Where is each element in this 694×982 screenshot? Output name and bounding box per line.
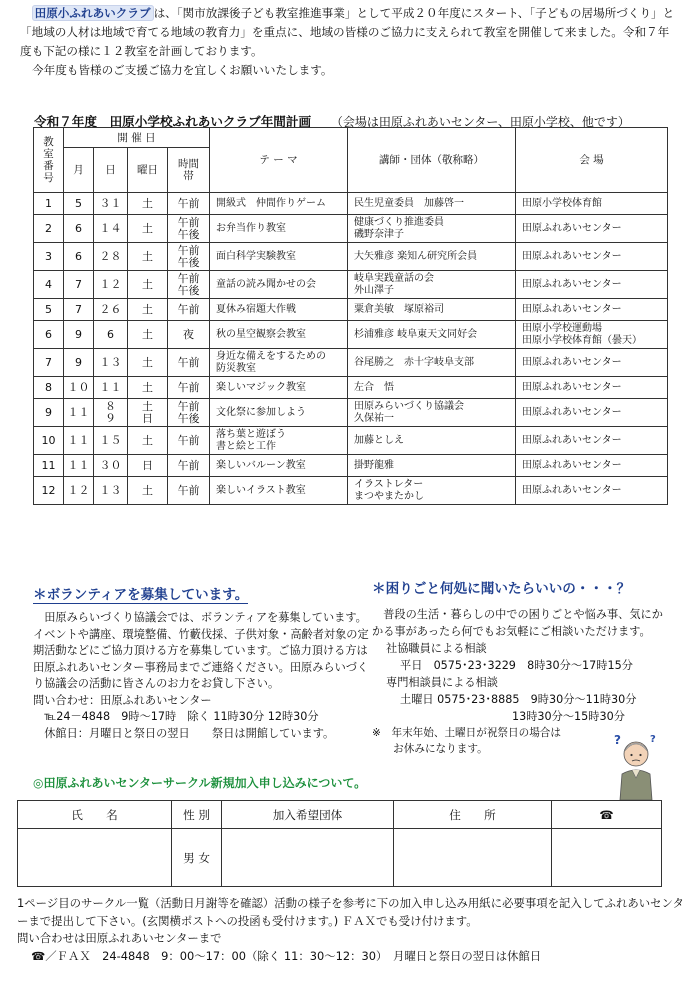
row-weekday-cell: 土 bbox=[128, 377, 168, 399]
row-day-cell: ８ ９ bbox=[94, 399, 128, 427]
row-month-cell: １１ bbox=[64, 427, 94, 455]
intro-line2: 今年度も皆様のご支援ご協力を宜しくお願いいたします。 bbox=[32, 63, 333, 77]
row-venue-cell: 田原ふれあいセンター bbox=[516, 399, 668, 427]
row-weekday-cell: 土 bbox=[128, 349, 168, 377]
plan-row bbox=[34, 271, 668, 299]
row-no-cell: 1 bbox=[34, 193, 64, 215]
row-time-cell: 午前 bbox=[168, 299, 210, 321]
form-header-group: 加入希望団体 bbox=[222, 801, 394, 829]
row-time-cell: 午前 午後 bbox=[168, 399, 210, 427]
row-day-cell: ２６ bbox=[94, 299, 128, 321]
row-month-cell: 6 bbox=[64, 243, 94, 271]
plan-table bbox=[33, 127, 668, 505]
row-no-cell: 10 bbox=[34, 427, 64, 455]
intro-text: は、「関市放課後子ども教室推進事業」として平成２０年度にスタート、「子どもの居場所づくり」と「地域の人材は地域で育てる地域の教育力」を重点に、地域の皆様のご協力に支えられて教室を開催して来ました。令和７年度も下記の様に１２教室を計画しております。 bbox=[20, 6, 675, 58]
consult-social-line: 平日 0575･23･3229 8時30分～17時15分 bbox=[400, 659, 633, 672]
header-theme: テ ー マ bbox=[210, 128, 348, 193]
plan-row bbox=[34, 321, 668, 349]
row-weekday-cell: 土 bbox=[128, 321, 168, 349]
row-theme-cell: 楽しいイラスト教室 bbox=[210, 477, 348, 505]
row-teacher-cell: 健康づくり推進委員 磯野奈津子 bbox=[348, 215, 516, 243]
row-venue-cell: 田原ふれあいセンター bbox=[516, 455, 668, 477]
volunteer-heading: ＊ボランティアを募集しています。 bbox=[33, 583, 248, 604]
row-teacher-cell: 民生児童委員 加藤啓一 bbox=[348, 193, 516, 215]
row-month-cell: １２ bbox=[64, 477, 94, 505]
consult-heading: ＊困りごと何処に聞いたらいいの・・・？ bbox=[372, 581, 631, 597]
form-address-field[interactable] bbox=[394, 829, 552, 887]
row-no-cell: 2 bbox=[34, 215, 64, 243]
row-theme-cell: 落ち葉と遊ぼう 書と絵と工作 bbox=[210, 427, 348, 455]
row-venue-cell: 田原ふれあいセンター bbox=[516, 377, 668, 399]
row-weekday-cell: 土 bbox=[128, 477, 168, 505]
row-time-cell: 午前 bbox=[168, 377, 210, 399]
row-time-cell: 午前 bbox=[168, 349, 210, 377]
form-group-field[interactable] bbox=[222, 829, 394, 887]
row-day-cell: １４ bbox=[94, 215, 128, 243]
form-header-name: 氏 名 bbox=[18, 801, 172, 829]
row-venue-cell: 田原ふれあいセンター bbox=[516, 349, 668, 377]
plan-venue-note: （会場は田原ふれあいセンター、田原小学校、他です） bbox=[330, 115, 630, 129]
row-month-cell: 6 bbox=[64, 215, 94, 243]
header-teacher: 講師・団体（敬称略） bbox=[348, 128, 516, 193]
row-teacher-cell: 大矢雅彦 楽知ん研究所会員 bbox=[348, 243, 516, 271]
plan-row bbox=[34, 193, 668, 215]
row-weekday-cell: 土 日 bbox=[128, 399, 168, 427]
row-day-cell: １３ bbox=[94, 477, 128, 505]
plan-rows bbox=[34, 193, 668, 505]
row-no-cell: 12 bbox=[34, 477, 64, 505]
plan-row bbox=[34, 299, 668, 321]
club-name: 田原小ふれあいクラブ bbox=[32, 5, 154, 21]
row-theme-cell: 楽しいバルーン教室 bbox=[210, 455, 348, 477]
row-month-cell: 5 bbox=[64, 193, 94, 215]
row-teacher-cell: 加藤としえ bbox=[348, 427, 516, 455]
row-no-cell: 4 bbox=[34, 271, 64, 299]
row-month-cell: 7 bbox=[64, 271, 94, 299]
signup-form-table bbox=[17, 800, 662, 887]
footer-instructions: 1ページ目のサークル一覧（活動日月謝等を確認）活動の様子を参考に下の加入申し込み用紙に必要事項を記入してふれあいセンターまで提出して下さい。(玄関横ポストへの投函も受付けます。) ＦＡＸでも受け付けます。 bbox=[17, 896, 684, 928]
row-theme-cell: 夏休み宿題大作戦 bbox=[210, 299, 348, 321]
row-month-cell: 9 bbox=[64, 349, 94, 377]
row-teacher-cell: 岐阜実践童話の会 外山澤子 bbox=[348, 271, 516, 299]
row-weekday-cell: 土 bbox=[128, 193, 168, 215]
footer-section bbox=[17, 895, 687, 965]
header-date-group: 開 催 日 bbox=[64, 128, 210, 148]
volunteer-tel: ℡24－4848 9時～17時 除く 11時30分 12時30分 bbox=[33, 710, 319, 723]
consult-social-label: 社協職員による相談 bbox=[386, 642, 487, 655]
row-venue-cell: 田原ふれあいセンター bbox=[516, 243, 668, 271]
row-theme-cell: 童話の読み聞かせの会 bbox=[210, 271, 348, 299]
volunteer-closed: 休館日：月曜日と祭日の翌日 祭日は開館しています。 bbox=[33, 726, 335, 740]
svg-text:?: ? bbox=[614, 733, 621, 747]
row-venue-cell: 田原ふれあいセンター bbox=[516, 299, 668, 321]
row-weekday-cell: 日 bbox=[128, 455, 168, 477]
intro-paragraph bbox=[20, 4, 680, 80]
row-time-cell: 夜 bbox=[168, 321, 210, 349]
row-teacher-cell: 田原みらいづくり協議会 久保祐一 bbox=[348, 399, 516, 427]
row-day-cell: 6 bbox=[94, 321, 128, 349]
plan-row bbox=[34, 427, 668, 455]
row-no-cell: 9 bbox=[34, 399, 64, 427]
form-sex-options[interactable]: 男 女 bbox=[172, 829, 222, 887]
row-no-cell: 7 bbox=[34, 349, 64, 377]
row-theme-cell: 楽しいマジック教室 bbox=[210, 377, 348, 399]
svg-text:?: ? bbox=[650, 734, 656, 745]
row-month-cell: １１ bbox=[64, 455, 94, 477]
form-header-phone: ☎ bbox=[552, 801, 662, 829]
form-name-field[interactable] bbox=[18, 829, 172, 887]
header-venue: 会 場 bbox=[516, 128, 668, 193]
row-weekday-cell: 土 bbox=[128, 299, 168, 321]
plan-row bbox=[34, 215, 668, 243]
footer-contact: 問い合わせは田原ふれあいセンターまで bbox=[17, 931, 222, 945]
plan-row bbox=[34, 377, 668, 399]
row-time-cell: 午前 bbox=[168, 477, 210, 505]
row-venue-cell: 田原ふれあいセンター bbox=[516, 215, 668, 243]
row-theme-cell: 秋の星空観察会教室 bbox=[210, 321, 348, 349]
row-venue-cell: 田原ふれあいセンター bbox=[516, 477, 668, 505]
plan-row bbox=[34, 399, 668, 427]
row-month-cell: 9 bbox=[64, 321, 94, 349]
footer-fax: ☎／ＦＡＸ 24-4848 9：00～17：00（除く 11：30～12：30） 月曜日と祭日の翌日は休館日 bbox=[31, 948, 542, 963]
header-time: 時間 帯 bbox=[168, 148, 210, 193]
plan-row bbox=[34, 349, 668, 377]
row-venue-cell: 田原ふれあいセンター bbox=[516, 271, 668, 299]
row-day-cell: １２ bbox=[94, 271, 128, 299]
row-no-cell: 3 bbox=[34, 243, 64, 271]
volunteer-body: 田原みらいづくり協議会では、ボランティアを募集しています。イベントや講座、環境整備、竹藪伐採、子供対象・高齢者対象の定期活動などにご協力頂ける方を募集しています。ご協力頂ける方は田原ふれあいセンター事務局までご連絡ください。田原みらいづくり協議会の活動に皆さんのお力をお貸し下さい。 bbox=[33, 611, 369, 690]
volunteer-contact: 問い合わせ：田原ふれあいセンター bbox=[33, 693, 212, 707]
plan-row bbox=[34, 243, 668, 271]
header-month: 月 bbox=[64, 148, 94, 193]
row-day-cell: １５ bbox=[94, 427, 128, 455]
row-day-cell: １１ bbox=[94, 377, 128, 399]
row-theme-cell: 文化祭に参加しよう bbox=[210, 399, 348, 427]
form-phone-field[interactable] bbox=[552, 829, 662, 887]
row-venue-cell: 田原小学校運動場 田原小学校体育館（曇天） bbox=[516, 321, 668, 349]
row-weekday-cell: 土 bbox=[128, 243, 168, 271]
row-day-cell: ３１ bbox=[94, 193, 128, 215]
row-day-cell: ２８ bbox=[94, 243, 128, 271]
row-month-cell: 7 bbox=[64, 299, 94, 321]
header-day: 日 bbox=[94, 148, 128, 193]
row-time-cell: 午前 午後 bbox=[168, 271, 210, 299]
row-theme-cell: お弁当作り教室 bbox=[210, 215, 348, 243]
row-no-cell: 6 bbox=[34, 321, 64, 349]
row-teacher-cell: 杉浦雅彦 岐阜東天文同好会 bbox=[348, 321, 516, 349]
consult-note: ※ 年末年始、土曜日が祝祭日の場合は お休みになります。 bbox=[372, 727, 561, 755]
row-theme-cell: 開級式 仲間作りゲーム bbox=[210, 193, 348, 215]
row-teacher-cell: 粟倉美敏 塚原裕司 bbox=[348, 299, 516, 321]
row-month-cell: １０ bbox=[64, 377, 94, 399]
header-weekday: 曜日 bbox=[128, 148, 168, 193]
row-time-cell: 午前 午後 bbox=[168, 243, 210, 271]
row-weekday-cell: 土 bbox=[128, 215, 168, 243]
row-theme-cell: 身近な備えをするための 防災教室 bbox=[210, 349, 348, 377]
row-day-cell: ３０ bbox=[94, 455, 128, 477]
consult-body: 普段の生活・暮らしの中での困りごとや悩み事、気にかかる事があったら何でもお気軽にご相談いただけます。 bbox=[372, 608, 663, 638]
form-header-address: 住 所 bbox=[394, 801, 552, 829]
row-time-cell: 午前 bbox=[168, 427, 210, 455]
circle-signup-title: ◎田原ふれあいセンターサークル新規加入申し込みについて。 bbox=[33, 776, 367, 790]
row-time-cell: 午前 bbox=[168, 455, 210, 477]
consult-expert-line1: 土曜日 0575･23･8885 9時30分～11時30分 bbox=[400, 693, 637, 706]
row-theme-cell: 面白科学実験教室 bbox=[210, 243, 348, 271]
row-time-cell: 午前 午後 bbox=[168, 215, 210, 243]
row-teacher-cell: イラストレター まつやまたかし bbox=[348, 477, 516, 505]
row-month-cell: １１ bbox=[64, 399, 94, 427]
row-weekday-cell: 土 bbox=[128, 271, 168, 299]
form-header-sex: 性 別 bbox=[172, 801, 222, 829]
row-time-cell: 午前 bbox=[168, 193, 210, 215]
row-venue-cell: 田原ふれあいセンター bbox=[516, 427, 668, 455]
row-no-cell: 11 bbox=[34, 455, 64, 477]
row-no-cell: 5 bbox=[34, 299, 64, 321]
plan-title: 令和７年度 田原小学校ふれあいクラブ年間計画 bbox=[34, 114, 312, 129]
volunteer-section bbox=[33, 610, 373, 742]
row-teacher-cell: 掛野龍雅 bbox=[348, 455, 516, 477]
plan-row bbox=[34, 477, 668, 505]
row-teacher-cell: 左合 悟 bbox=[348, 377, 516, 399]
elder-person-icon bbox=[612, 730, 660, 800]
row-weekday-cell: 土 bbox=[128, 427, 168, 455]
header-classroom-no: 教 室 番 号 bbox=[34, 128, 64, 193]
row-no-cell: 8 bbox=[34, 377, 64, 399]
row-day-cell: １３ bbox=[94, 349, 128, 377]
row-venue-cell: 田原小学校体育館 bbox=[516, 193, 668, 215]
consult-expert-line2: 13時30分～15時30分 bbox=[512, 710, 625, 723]
consult-expert-label: 専門相談員による相談 bbox=[386, 676, 498, 689]
plan-row bbox=[34, 455, 668, 477]
row-teacher-cell: 谷尾勝之 赤十字岐阜支部 bbox=[348, 349, 516, 377]
